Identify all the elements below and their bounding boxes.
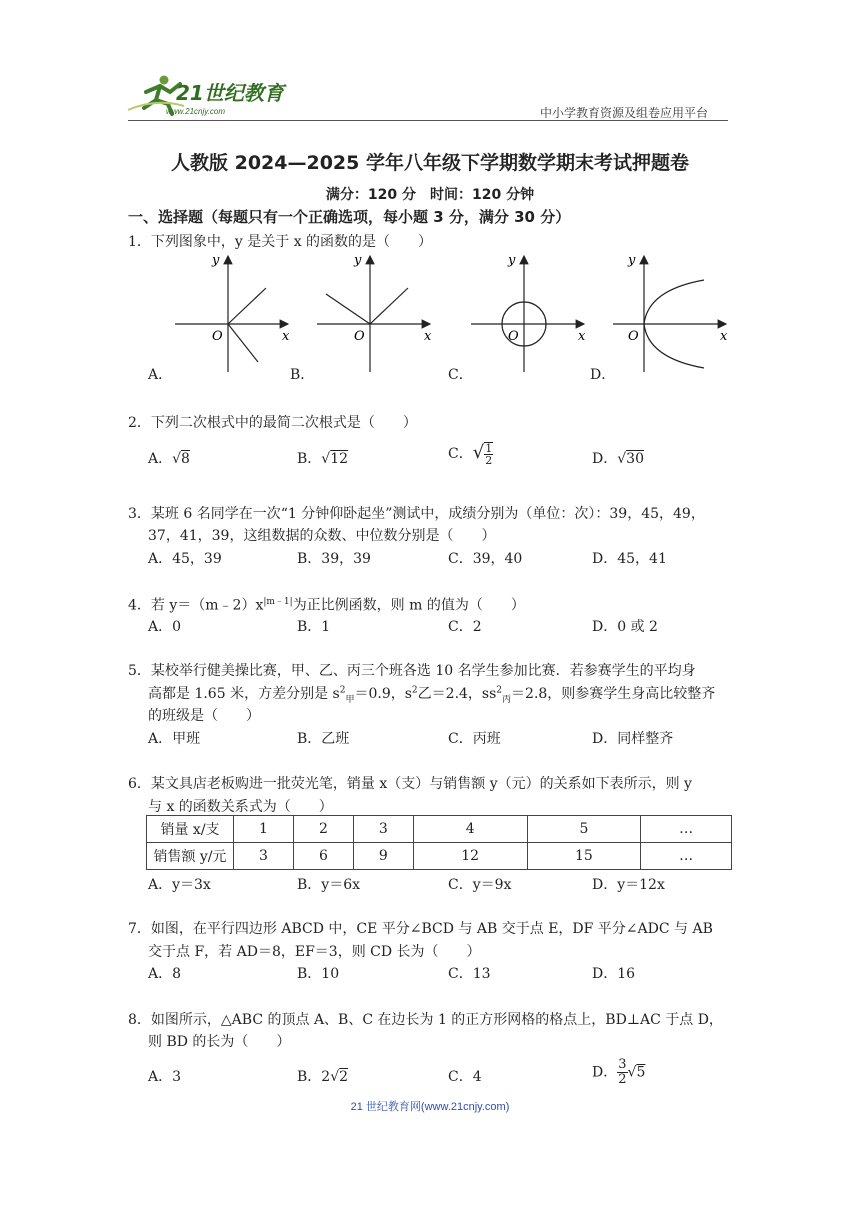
q8-line1: 8．如图所示，△ABC 的顶点 A、B、C 在边长为 1 的正方形网格的格点上，BD⊥AC 于点 D， xyxy=(128,1012,723,1028)
svg-text:O: O xyxy=(508,329,519,344)
q7-line2: 交于点 F，若 AD＝8，EF＝3，则 CD 长为（ ） xyxy=(148,944,481,960)
svg-text:O: O xyxy=(354,329,365,344)
q1-option-a: A． xyxy=(148,367,173,383)
q3-option-a: A．45，39 xyxy=(148,551,222,567)
q7-option-a: A．8 xyxy=(148,966,182,982)
q8-option-d: D． $\frac{3}{2}$ √5 xyxy=(592,1057,646,1087)
site-logo xyxy=(126,70,296,120)
svg-text:x: x xyxy=(282,329,290,344)
q8-option-b: B．2√2 xyxy=(297,1069,349,1085)
svg-text:y: y xyxy=(628,253,636,268)
footer-link[interactable]: 21 世纪教育网(www.21cnjy.com) xyxy=(350,1101,510,1113)
q5-option-a: A．甲班 xyxy=(148,731,201,747)
q1-option-d: D． xyxy=(590,367,616,383)
exam-meta: 满分：120 分 时间：120 分钟 xyxy=(325,187,535,203)
q1-stem: 1．下列图象中，y 是关于 x 的函数的是（ ） xyxy=(128,234,433,250)
svg-text:O: O xyxy=(628,329,639,344)
q8-option-a: A．3 xyxy=(148,1069,182,1085)
q1-option-c: C． xyxy=(448,367,473,383)
q4-stem: 4．若 $y=(m﹣2)x^{|m﹣1|}$为正比例函数，则 m 的值为（ ） xyxy=(128,597,525,614)
q8-line2: 则 BD 的长为（ ） xyxy=(148,1034,291,1050)
q3-option-b: B．39，39 xyxy=(297,551,371,567)
q2-option-b: B．√12 xyxy=(297,451,349,467)
q2-option-a: A．√8 xyxy=(148,451,190,467)
svg-text:y: y xyxy=(212,253,220,268)
svg-text:x: x xyxy=(578,329,586,344)
q6-line2: 与 x 的函数关系式为（ ） xyxy=(148,799,333,815)
q3-line1: 3．某班 6 名同学在一次“1 分钟仰卧起坐”测试中，成绩分别为（单位：次）：39，45，49， xyxy=(128,506,705,522)
graph-c xyxy=(466,250,591,375)
svg-text:y: y xyxy=(508,253,516,268)
q2-option-d: D．√30 xyxy=(592,451,644,467)
header-right-text: 中小学教育资源及组卷应用平台 xyxy=(540,106,709,120)
q4-option-d: D．0 或 2 xyxy=(592,619,658,635)
q8-option-c: C．4 xyxy=(448,1069,482,1085)
q3-option-d: D．45，41 xyxy=(592,551,667,567)
q4-option-a: A．0 xyxy=(148,619,182,635)
svg-text:x: x xyxy=(720,329,728,344)
logo-url: www.21cnjy.com xyxy=(166,107,225,116)
q7-option-c: C．13 xyxy=(448,966,491,982)
svg-text:O: O xyxy=(212,329,223,344)
logo-text: 21世纪教育 xyxy=(176,81,284,105)
q6-option-c: C．y＝9x xyxy=(448,877,512,893)
table-row: 销量 x/支 1 2 3 4 5 … xyxy=(147,816,732,843)
q2-stem: 2．下列二次根式中的最简二次根式是（ ） xyxy=(128,415,417,431)
section-heading: 一、选择题（每题只有一个正确选项，每小题 3 分，满分 30 分） xyxy=(128,208,571,226)
q3-option-c: C．39，40 xyxy=(448,551,523,567)
q5-line1: 5．某校举行健美操比赛，甲、乙、丙三个班各选 10 名学生参加比赛．若参赛学生的平均身 xyxy=(128,663,696,679)
q1-option-b: B． xyxy=(290,367,315,383)
header-rule xyxy=(128,120,728,121)
table-row: 销售额 y/元 3 6 9 12 15 … xyxy=(147,843,732,870)
page-title: 人教版 2024—2025 学年八年级下学期数学期末考试押题卷 xyxy=(171,152,689,174)
svg-text:y: y xyxy=(354,253,362,268)
svg-text:x: x xyxy=(424,329,432,344)
q6-option-a: A．y＝3x xyxy=(148,877,211,893)
q6-table xyxy=(146,815,732,870)
q4-option-c: C．2 xyxy=(448,619,482,635)
q4-option-b: B．1 xyxy=(297,619,331,635)
q7-option-b: B．10 xyxy=(297,966,340,982)
q7-line1: 7．如图，在平行四边形 ABCD 中，CE 平分∠BCD 与 AB 交于点 E，DF 平分∠ADC 与 AB xyxy=(128,921,713,937)
graph-a xyxy=(170,250,295,375)
q6-option-b: B．y＝6x xyxy=(297,877,360,893)
q7-option-d: D．16 xyxy=(592,966,636,982)
q5-option-c: C．丙班 xyxy=(448,731,501,747)
q5-option-d: D．同样整齐 xyxy=(592,731,674,747)
q5-line3: 的班级是（ ） xyxy=(148,708,260,724)
q2-option-c: C．√ $\frac{1}{2}$ xyxy=(448,442,493,467)
q6-line1: 6．某文具店老板购进一批荧光笔，销量 x（支）与销售额 y（元）的关系如下表所示，则 y xyxy=(128,776,692,792)
graph-b xyxy=(312,250,437,375)
q3-line2: 37，41，39，这组数据的众数、中位数分别是（ ） xyxy=(148,528,496,544)
q5-line2: 高都是 1.65 米，方差分别是 $s^2_甲=0.9$，$s^2$乙＝2.4，$ss^2_丙=2.8$，则参赛学生身高比较整齐 xyxy=(148,685,716,705)
q6-option-d: D．y＝12x xyxy=(592,877,665,893)
graph-d xyxy=(608,250,733,375)
q5-option-b: B．乙班 xyxy=(297,731,350,747)
